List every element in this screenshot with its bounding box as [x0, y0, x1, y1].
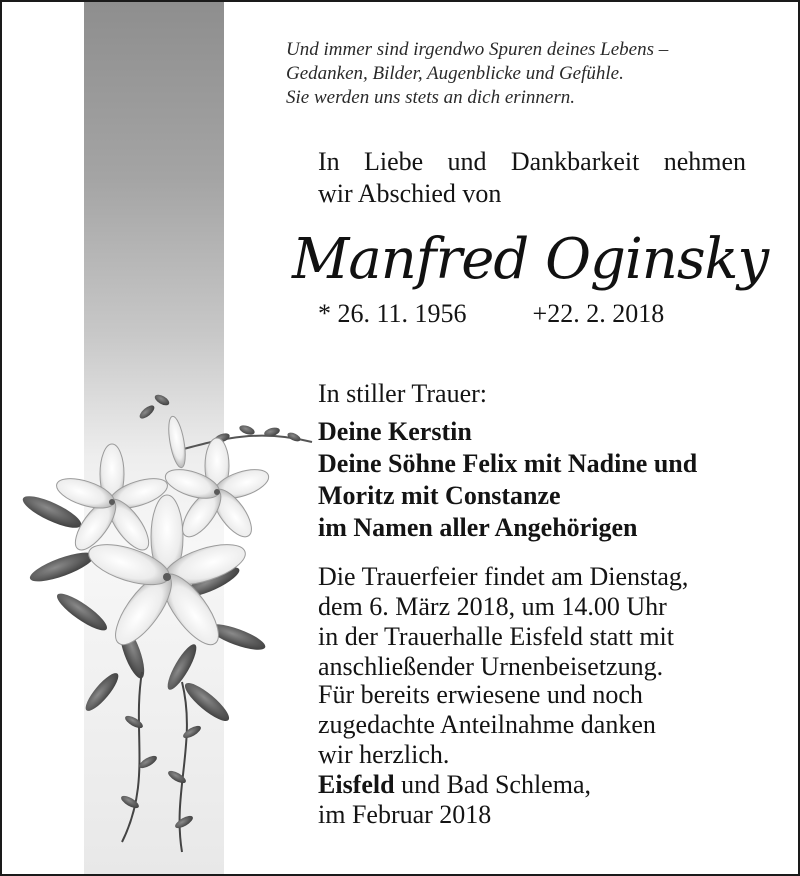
- intro-word: Liebe: [364, 147, 424, 176]
- place-town-rest: und Bad Schlema,: [394, 770, 591, 799]
- thanks-line: Für bereits erwiesene und noch: [318, 680, 643, 709]
- mourner-line: Moritz mit Constanze: [318, 481, 561, 510]
- intro-word: Dankbarkeit: [510, 147, 640, 176]
- thanks-line: zugedachte Anteilnahme danken: [318, 710, 656, 739]
- funeral-service-info: [318, 562, 688, 682]
- intro-word: nehmen: [663, 147, 746, 176]
- birth-date: * 26. 11. 1956: [318, 299, 467, 328]
- place-and-date: [318, 770, 591, 830]
- farewell-intro: [318, 146, 746, 210]
- intro-word: und: [447, 147, 487, 176]
- mourner-line: Deine Kerstin: [318, 417, 472, 446]
- thanks-line: wir herzlich.: [318, 740, 450, 769]
- quote-line: Gedanken, Bilder, Augenblicke und Gefühle.: [286, 63, 624, 84]
- quote-line: Und immer sind irgendwo Spuren deines Lebens –: [286, 39, 669, 60]
- lily-bouquet-icon: [22, 382, 322, 872]
- quote-line: Sie werden uns stets an dich erinnern.: [286, 87, 576, 108]
- thanks-note: [318, 680, 656, 770]
- life-dates: [318, 298, 664, 330]
- death-date: +22. 2. 2018: [532, 299, 665, 328]
- deceased-name: Manfred Oginsky: [292, 227, 769, 292]
- mourner-line: im Namen aller Angehörigen: [318, 513, 638, 542]
- intro-line-1: [318, 146, 746, 178]
- place-line: [318, 770, 591, 800]
- date-line: im Februar 2018: [318, 800, 492, 829]
- mourner-line: Deine Söhne Felix mit Nadine und: [318, 449, 698, 478]
- intro-line-2: wir Abschied von: [318, 179, 502, 208]
- mourning-heading: In stiller Trauer:: [318, 379, 487, 408]
- service-line: Die Trauerfeier findet am Dienstag,: [318, 562, 689, 591]
- place-town-bold: Eisfeld: [318, 770, 395, 799]
- intro-word: In: [318, 147, 340, 176]
- service-line: dem 6. März 2018, um 14.00 Uhr: [318, 592, 667, 621]
- memorial-quote: [286, 38, 668, 110]
- service-line: in der Trauerhalle Eisfeld statt mit: [318, 622, 674, 651]
- mourners-list: [318, 416, 697, 544]
- service-line: anschließender Urnenbeisetzung.: [318, 652, 664, 681]
